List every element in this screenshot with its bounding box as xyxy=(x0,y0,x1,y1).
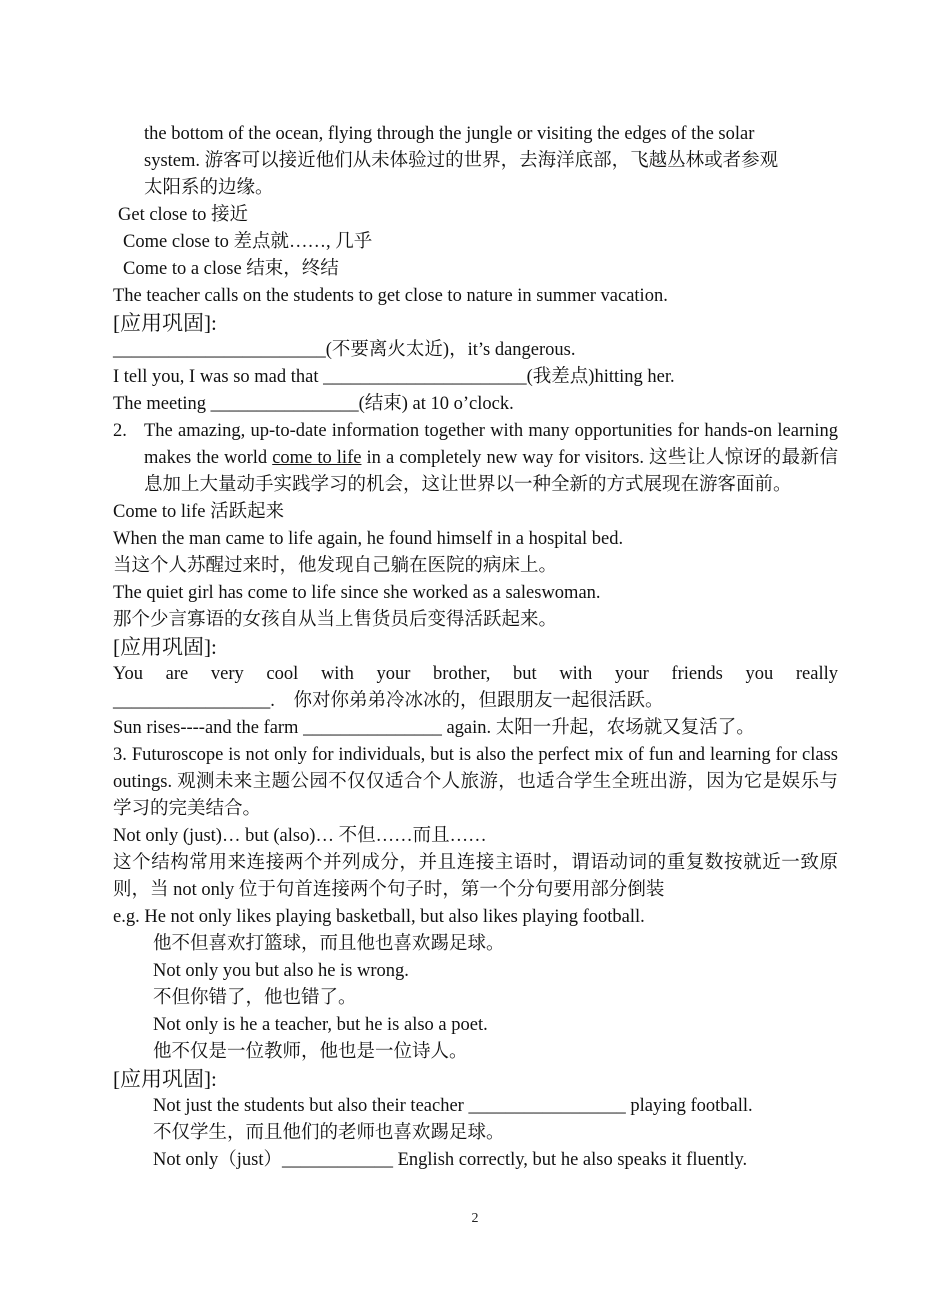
practice-heading: [应用巩固]: xyxy=(113,311,217,335)
practice-item-text: You are very cool with your brother, but with your friends you really _________________. 你对你弟弟冷冰冰的，但跟朋友一起很活跃。 xyxy=(113,664,838,711)
example-translation: 他不但喜欢打篮球，而且他也喜欢踢足球。 xyxy=(153,934,505,954)
example-translation: 当这个人苏醒过来时，他发现自己躺在医院的病床上。 xyxy=(113,556,558,576)
practice-item: I tell you, I was so mad that ______________________(我差点)hitting her. xyxy=(113,367,675,387)
practice-item: The meeting ________________(结束) at 10 o’clock. xyxy=(113,394,514,414)
phrase-not-only: Not only (just)… but (also)… 不但……而且…… xyxy=(113,826,487,846)
example-sentence: When the man came to life again, he found himself in a hospital bed. xyxy=(113,529,624,549)
practice-item: _______________________(不要离火太近)，it’s dangerous. xyxy=(113,340,576,360)
item-2-text-cont: in a completely new way for visitors. 这些让人惊讶的最新信息加上大量动手实践学习的机会，这让世界以一种全新的方式展现在游客面前。 xyxy=(144,448,838,495)
item-number: 2. xyxy=(113,421,127,441)
practice-item: Sun rises----and the farm _______________ again. 太阳一升起，农场就又复活了。 xyxy=(113,718,755,738)
example-sentence: The teacher calls on the students to get close to nature in summer vacation. xyxy=(113,286,668,306)
item-3-paragraph: 3. Futuroscope is not only for individuals, but is also the perfect mix of fun and learning for class outings. 观测未来主题公园不仅仅适合个人旅游，也适合学生全班出游，因为它是娱乐与学习的完美结合。 xyxy=(113,745,838,819)
example-translation: 那个少言寡语的女孩自从当上售货员后变得活跃起来。 xyxy=(113,610,558,630)
practice-heading: [应用巩固]: xyxy=(113,1067,217,1091)
practice-heading: [应用巩固]: xyxy=(113,635,217,659)
document-page xyxy=(113,121,838,1174)
phrase-get-close: Get close to 接近 xyxy=(118,205,248,225)
phrase-come-to-close: Come to a close 结束，终结 xyxy=(123,259,339,279)
intro-line: the bottom of the ocean, flying through the jungle or visiting the edges of the solar xyxy=(144,124,755,144)
practice-translation: 不仅学生，而且他们的老师也喜欢踢足球。 xyxy=(153,1123,505,1143)
item-2-text: The amazing, up-to-date information together with many opportunities for hands-on learning makes the world xyxy=(144,421,838,468)
item-2-paragraph xyxy=(113,418,838,499)
practice-item: Not just the students but also their teacher _________________ playing football. xyxy=(153,1096,753,1116)
intro-line: system. 游客可以接近他们从未体验过的世界，去海洋底部，飞越丛林或者参观 xyxy=(144,151,779,171)
example-sentence: Not only is he a teacher, but he is also a poet. xyxy=(153,1015,488,1035)
practice-item xyxy=(113,661,838,715)
example-translation: 他不仅是一位教师，他也是一位诗人。 xyxy=(153,1042,468,1062)
intro-paragraph xyxy=(113,121,838,202)
phrase-come-to-life: Come to life 活跃起来 xyxy=(113,502,285,522)
example-label: e.g. He not only likes playing basketball, but also likes playing football. xyxy=(113,907,645,927)
page-number: 2 xyxy=(471,1211,479,1226)
example-sentence: The quiet girl has come to life since she worked as a saleswoman. xyxy=(113,583,601,603)
practice-item: Not only（just）____________ English correctly, but he also speaks it fluently. xyxy=(153,1150,748,1170)
example-sentence: Not only you but also he is wrong. xyxy=(153,961,409,981)
example-translation: 不但你错了，他也错了。 xyxy=(153,988,357,1008)
phrase-come-close: Come close to 差点就……, 几乎 xyxy=(123,232,373,252)
item-2-key-phrase: come to life xyxy=(272,448,362,468)
grammar-rule: 这个结构常用来连接两个并列成分，并且连接主语时，谓语动词的重复数按就近一致原则，当 not only 位于句首连接两个句子时，第一个分句要用部分倒装 xyxy=(113,853,838,900)
intro-line: 太阳系的边缘。 xyxy=(144,178,274,198)
